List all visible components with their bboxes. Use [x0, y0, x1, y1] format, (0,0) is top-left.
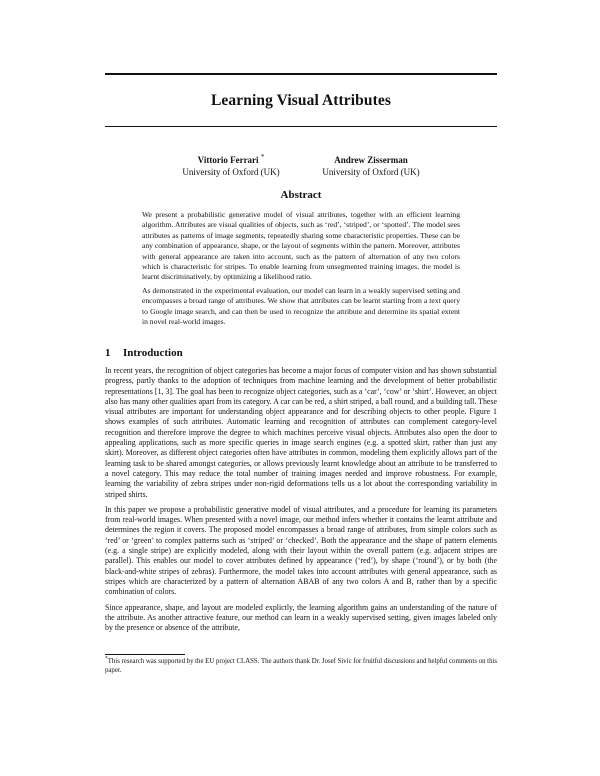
section-number: 1 [105, 347, 111, 359]
body-paragraph: In recent years, the recognition of object categories has become a major focus of computer vision and has shown substantial progress, partly thanks to the adoption of techniques from machine learning and the development of better probabilistic representations [1, 3]. The goal has been to recognize object categories, such as a ‘car’, ‘cow’ or ‘shirt’. However, an object also has many other qualities apart from its category. A car can be red, a shirt striped, a ball round, and a building tall. These visual attributes are important for understanding object appearance and for describing objects to other people. Figure 1 shows examples of such attributes. Automatic learning and recognition of attributes can complement category-level recognition and therefore improve the degree to which machines perceive visual objects. Attributes also open the door to appealing applications, such as more specific queries in image search engines (e.g. a spotted skirt, rather than just any skirt). Moreover, as different object categories often have attributes in common, modeling them explicitly allows part of the learning task to be shared amongst categories, or allows previously learnt knowledge about an attribute to be transferred to a novel category. This may reduce the total number of training images needed and improve robustness. For example, learning the variability of zebra stripes under non-rigid deformations tells us a lot about the corresponding variability in striped shirts. [105, 366, 497, 499]
author-affiliation: University of Oxford (UK) [322, 167, 420, 177]
section-heading [105, 347, 183, 359]
title-bottom-rule [105, 126, 497, 127]
footnote-rule [105, 654, 185, 655]
abstract [142, 210, 460, 330]
footnote-mark: * [105, 655, 108, 662]
abstract-heading: Abstract [280, 189, 322, 201]
section-body [105, 366, 497, 638]
paper-title: Learning Visual Attributes [210, 92, 391, 109]
author-name: Vittorio Ferrari [197, 155, 259, 165]
section-title: Introduction [123, 347, 183, 359]
body-paragraph: Since appearance, shape, and layout are modeled explictly, the learning algorithm gains an understanding of the nature of the attribute. As another attractive feature, our method can learn in a weakly supervised setting, given images labeled only by the presence or absence of the attribute, [105, 602, 497, 633]
author-block-2 [286, 154, 456, 178]
abstract-paragraph: We present a probabilistic generative model of visual attributes, together with an efficient learning algorithm. Attributes are visual qualities of objects, such as ‘red’, ‘striped’, or ‘spotted’. The model sees attributes as patterns of image segments, repeatedly sharing some characteristic properties. These can be any combination of appearance, shape, or the layout of segments within the pattern. Moreover, attributes with general appearance are taken into account, such as the pattern of alternation of any two colors which is characteristic for stripes. To enable learning from unsegmented training images, the model is learnt discriminatively, by optimizing a likelihood ratio. [142, 210, 460, 282]
footnote-text: This research was supported by the EU project CLASS. The authors thank Dr. Josef Sivic for fruitful discussions and helpful comments on this paper. [105, 658, 497, 674]
author-affiliation: University of Oxford (UK) [182, 167, 280, 177]
footnote [105, 657, 497, 675]
title-top-rule [105, 73, 497, 75]
author-footnote-mark: * [260, 153, 265, 161]
abstract-paragraph: As demonstrated in the experimental evaluation, our model can learn in a weakly supervised setting and encompasses a broad range of attributes. We show that attributes can be learnt starting from a text query to Google image search, and can then be used to recognize the attribute and determine its spatial extent in novel real-world images. [142, 285, 460, 327]
body-paragraph: In this paper we propose a probabilistic generative model of visual attributes, and a procedure for learning its parameters from real-world images. When presented with a novel image, our method infers whether it contains the learnt attribute and determines the region it covers. The proposed model encompasses a broad range of attributes, from simple colors such as ‘red’ or ‘green’ to complex patterns such as ‘striped’ or ‘checked’. Both the appearance and the shape of pattern elements (e.g. a single stripe) are explicitly modeled, along with their layout within the overall pattern (e.g. adjacent stripes are parallel). This enables our model to cover attributes defined by appearance (‘red’), by shape (‘round’), or by both (the black-and-white stripes of zebras). Furthermore, the model takes into account attributes with general appearance, such as stripes which are characterized by a pattern of alternation ABAB of any two colors A and B, rather than by a specific combination of colors. [105, 504, 497, 597]
author-name: Andrew Zisserman [334, 155, 408, 165]
